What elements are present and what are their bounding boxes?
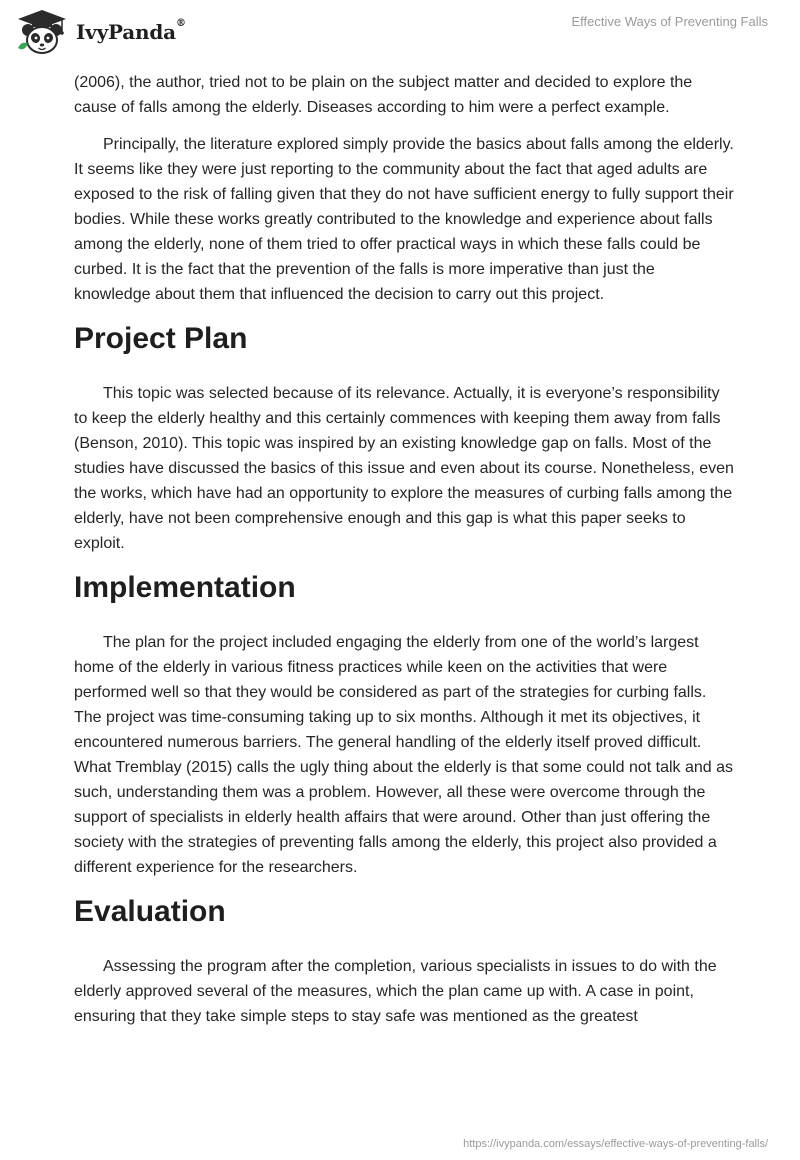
- paragraph-evaluation: Assessing the program after the completion, various specialists in issues to do with the elderly approved several of the measures, which the plan came up with. A case in point, ensuring that they take simple steps to stay safe was mentioned as the greatest: [74, 958, 717, 1025]
- brand-name: IvyPanda®: [76, 18, 186, 44]
- heading-implementation: Implementation: [74, 571, 296, 604]
- page-header: [0, 0, 800, 70]
- registered-mark: ®: [175, 18, 186, 29]
- essay-content: [74, 70, 734, 1041]
- ivypanda-logo[interactable]: [14, 8, 186, 56]
- document-title: Effective Ways of Preventing Falls: [571, 14, 768, 29]
- paragraph-implementation: The plan for the project included engaging the elderly from one of the world’s largest home of the elderly in various fitness practices while keen on the activities that were performed well so that they would be considered as part of the strategies for curbing falls. The project was time-consuming taking up to six months. Although it met its objectives, it encountered numerous barriers. The general handling of the elderly itself proved difficult. What Tremblay (2015) calls the ugly thing about the elderly is that some could not talk and as such, understanding them was a problem. However, all these were overcome through the support of specialists in elderly health affairs that were around. Other than just offering the society with the strategies of preventing falls among the elderly, this project also provided a different experience for the researchers.: [74, 634, 734, 876]
- heading-evaluation: Evaluation: [74, 895, 226, 928]
- paragraph-literature-summary: Principally, the literature explored simply provide the basics about falls among the elderly. It seems like they were just reporting to the community about the fact that aged adults are exposed to the risk of falling given that they do not have sufficient energy to fully support their bodies. While these works greatly contributed to the knowledge and experience about falls among the elderly, none of them tried to offer practical ways in which these falls could be curbed. It is the fact that the prevention of the falls is more imperative than just the knowledge about them that influenced the decision to carry out this project.: [74, 136, 734, 303]
- panda-graduation-icon: [14, 8, 70, 56]
- heading-project-plan: Project Plan: [74, 322, 248, 355]
- paragraph-intro-continued: (2006), the author, tried not to be plain on the subject matter and decided to explore the cause of falls among the elderly. Diseases according to him were a perfect example.: [74, 74, 693, 116]
- paragraph-project-plan: This topic was selected because of its relevance. Actually, it is everyone’s responsibility to keep the elderly healthy and this certainly commences with keeping them away from falls (Benson, 2010). This topic was inspired by an existing knowledge gap on falls. Most of the studies have discussed the basics of this issue and even about its course. Nonetheless, even the works, which have had an opportunity to explore the measures of curbing falls among the elderly, have not been comprehensive enough and this gap is what this paper seeks to exploit.: [74, 385, 734, 552]
- footer-url-link[interactable]: https://ivypanda.com/essays/effective-ways-of-preventing-falls/: [463, 1138, 768, 1150]
